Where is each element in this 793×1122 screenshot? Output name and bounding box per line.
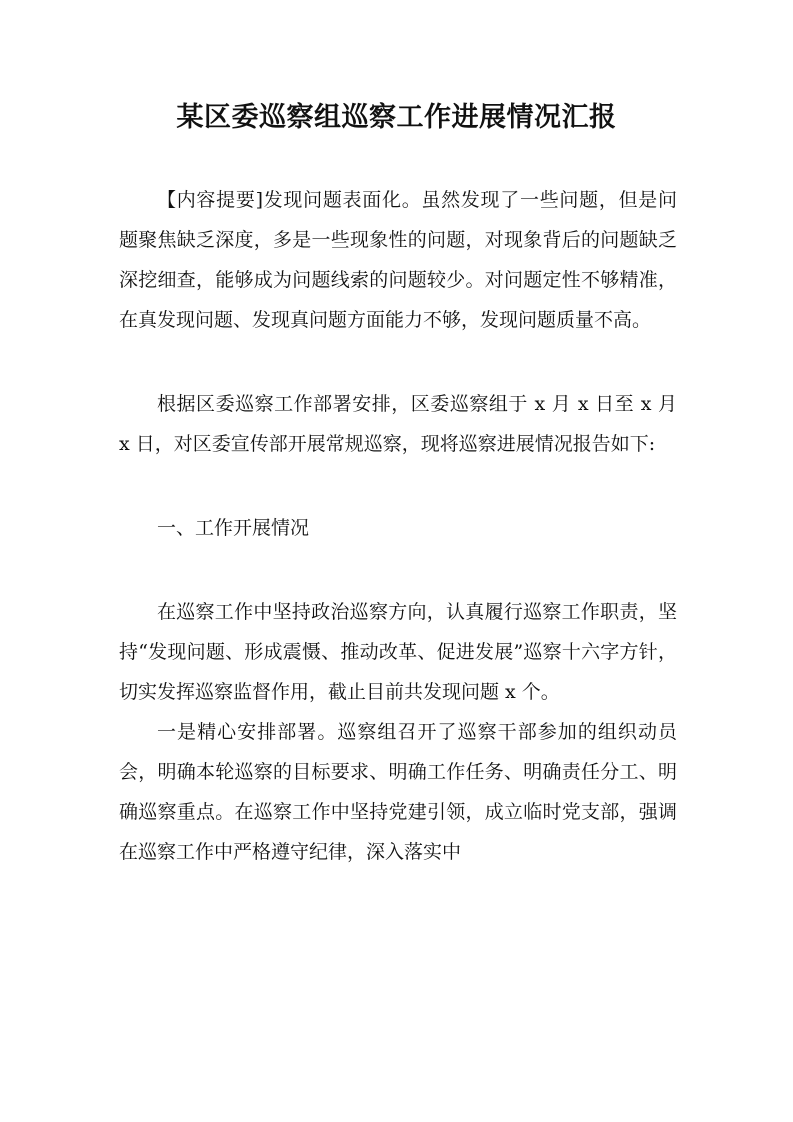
deployment-paragraph: 一是精心安排部署。巡察组召开了巡察干部参加的组织动员会，明确本轮巡察的目标要求、明确工作任务、明确责任分工、明确巡察重点。在巡察工作中坚持党建引领，成立临时党支部，强调在巡察工作中严格遵守纪律，深入落实中 [119, 721, 677, 863]
intro-paragraph: 根据区委巡察工作部署安排，区委巡察组于 x 月 x 日至 x 月 x 日，对区委宣传部开展常规巡察，现将巡察进展情况报告如下: [119, 393, 677, 455]
section-heading: 一、工作开展情况 [157, 517, 310, 539]
work-paragraph: 在巡察工作中坚持政治巡察方向，认真履行巡察工作职责，坚持“发现问题、形成震慑、推动改革、促进发展”巡察十六字方针，切实发挥巡察监督作用，截止目前共发现问题 x 个。 [119, 601, 677, 703]
summary-paragraph: 【内容提要]发现问题表面化。虽然发现了一些问题，但是问题聚焦缺乏深度，多是一些现象性的问题，对现象背后的问题缺乏深挖细查，能够成为问题线索的问题较少。对问题定性不够精准，在真发现问题、发现真问题方面能力不够，发现问题质量不高。 [119, 189, 677, 331]
document-title: 某区委巡察组巡察工作进展情况汇报 [176, 102, 617, 133]
document-body [119, 180, 677, 872]
